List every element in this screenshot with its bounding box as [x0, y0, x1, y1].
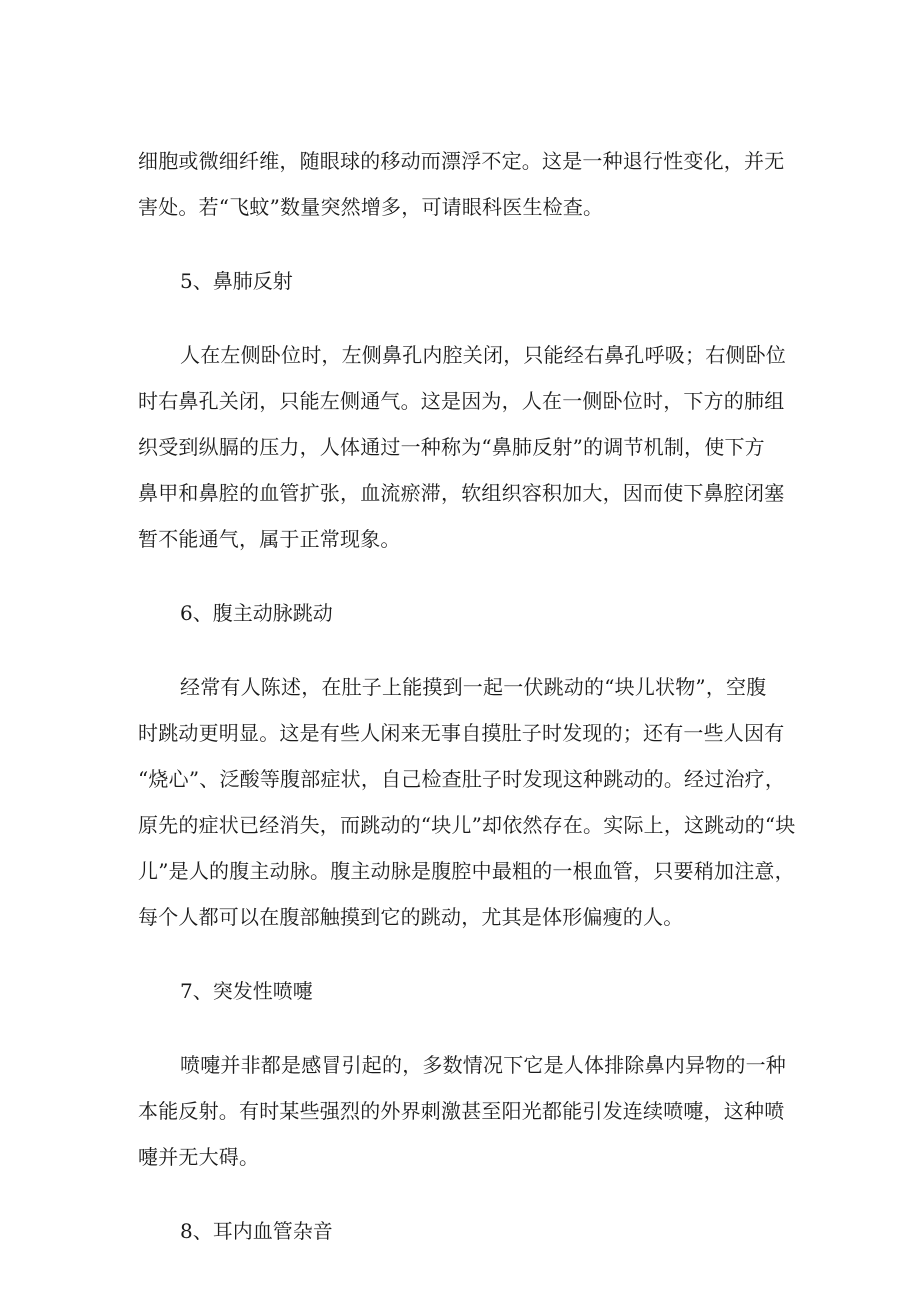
- section-heading-5: 5、鼻肺反射: [180, 269, 293, 293]
- text-line: 本能反射。有时某些强烈的外界刺激甚至阳光都能引发连续喷嚏，这种喷: [138, 1099, 785, 1123]
- section-heading-7: 7、突发性喷嚏: [180, 979, 313, 1003]
- text-line: 嚏并无大碍。: [138, 1145, 260, 1169]
- text-line: 织受到纵膈的压力，人体通过一种称为“鼻肺反射”的调节机制，使下方: [138, 435, 765, 459]
- text-line: “烧心”、泛酸等腹部症状，自己检查肚子时发现这种跳动的。经过治疗，: [138, 767, 786, 791]
- paragraph-abdominal-aorta: [138, 664, 796, 940]
- section-heading-6: 6、腹主动脉跳动: [180, 601, 333, 625]
- text-line: 时右鼻孔关闭，只能左侧通气。这是因为，人在一侧卧位时，下方的肺组: [138, 389, 785, 413]
- text-line: 暂不能通气，属于正常现象。: [138, 527, 401, 551]
- section-heading-8: 8、耳内血管杂音: [180, 1219, 333, 1243]
- paragraph-sneezing: [138, 1042, 788, 1180]
- document-body: [138, 138, 796, 1254]
- paragraph-nasal-pulmonary-reflex: [138, 332, 788, 562]
- text-line: 原先的症状已经消失，而跳动的“块儿”却依然存在。实际上，这跳动的“块: [138, 813, 796, 837]
- text-line: 喷嚏并非都是感冒引起的，多数情况下它是人体排除鼻内异物的一种: [180, 1053, 786, 1077]
- text-line: 鼻甲和鼻腔的血管扩张，血流瘀滞，软组织容积加大，因而使下鼻腔闭塞: [138, 481, 785, 505]
- text-line: 经常有人陈述，在肚子上能摸到一起一伏跳动的“块儿状物”，空腹: [180, 675, 767, 699]
- paragraph-floaters-continued: [138, 138, 788, 230]
- text-line: 儿”是人的腹主动脉。腹主动脉是腹腔中最粗的一根血管，只要稍加注意，: [138, 859, 795, 883]
- text-line: 细胞或微细纤维，随眼球的移动而漂浮不定。这是一种退行性变化，并无: [138, 149, 785, 173]
- text-line: 人在左侧卧位时，左侧鼻孔内腔关闭，只能经右鼻孔呼吸；右侧卧位: [180, 343, 786, 367]
- text-line: 时跳动更明显。这是有些人闲来无事自摸肚子时发现的；还有一些人因有: [138, 721, 785, 745]
- text-line: 每个人都可以在腹部触摸到它的跳动，尤其是体形偏瘦的人。: [138, 905, 684, 929]
- text-line: 害处。若“飞蚊”数量突然增多，可请眼科医生检查。: [138, 195, 604, 219]
